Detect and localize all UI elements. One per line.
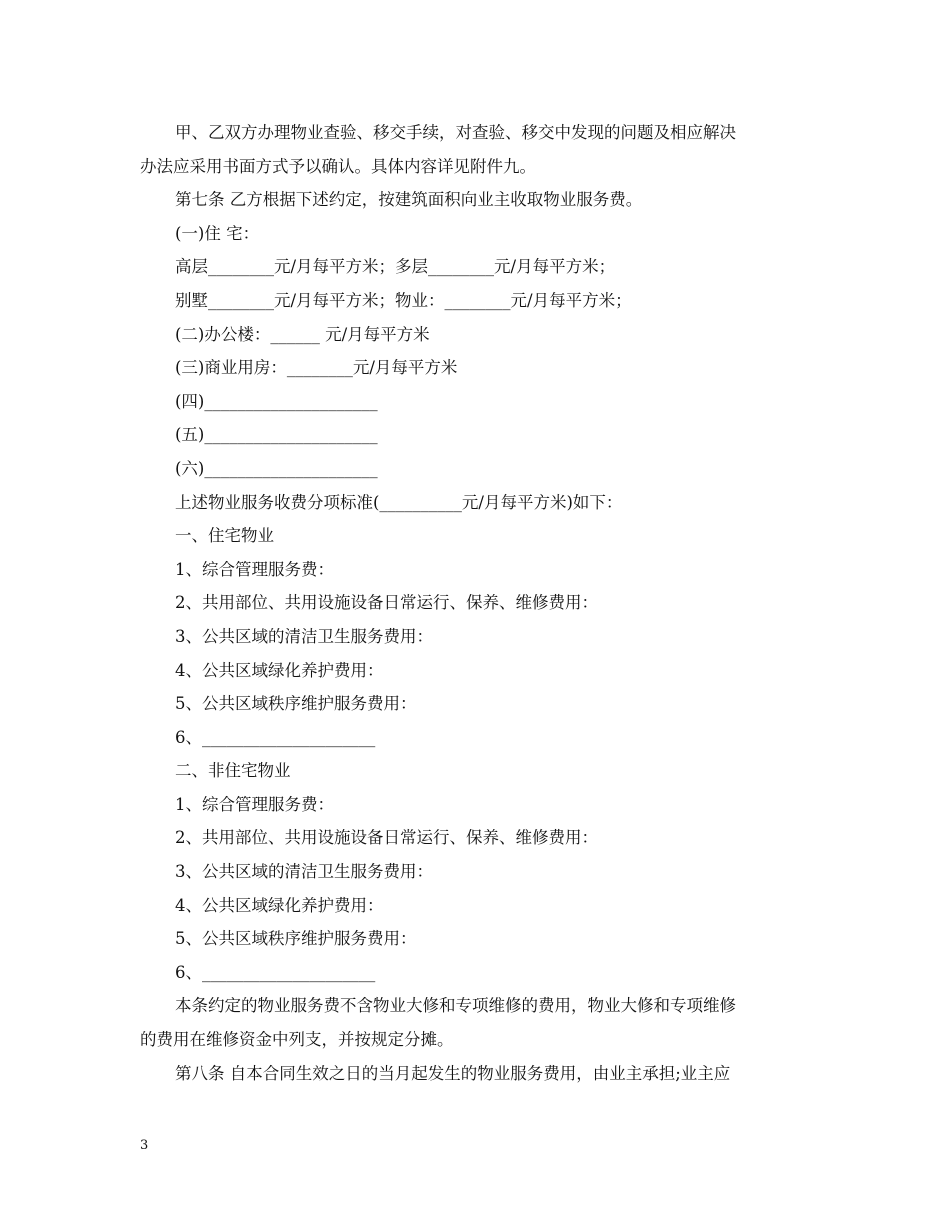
- text-line: 2、共用部位、共用设施设备日常运行、保养、维修费用：: [175, 593, 598, 613]
- text-line: (六)_____________________: [175, 458, 378, 478]
- text-line: (三)商业用房：________元/月每平方米: [175, 358, 458, 378]
- text-line: 第七条 乙方根据下述约定，按建筑面积向业主收取物业服务费。: [175, 190, 643, 210]
- text-line: 的费用在维修资金中列支，并按规定分摊。: [140, 1030, 454, 1050]
- text-line: 一、住宅物业: [175, 526, 274, 546]
- text-line: (四)_____________________: [175, 391, 378, 411]
- text-line: 1、综合管理服务费：: [175, 559, 334, 579]
- text-line: 5、公共区域秩序维护服务费用：: [175, 929, 417, 949]
- text-line: 3、公共区域的清洁卫生服务费用：: [175, 626, 433, 646]
- text-line: 上述物业服务收费分项标准(__________元/月每平方米)如下：: [175, 492, 623, 512]
- text-line: 2、共用部位、共用设施设备日常运行、保养、维修费用：: [175, 828, 598, 848]
- text-line: 高层________元/月每平方米；多层________元/月每平方米；: [175, 257, 616, 277]
- text-line: (一)住 宅：: [175, 223, 260, 243]
- text-line: 别墅________元/月每平方米；物业：________元/月每平方米；: [175, 290, 632, 310]
- text-line: 二、非住宅物业: [175, 761, 291, 781]
- text-line: 4、公共区域绿化养护费用：: [175, 660, 384, 680]
- text-line: 6、_____________________: [175, 962, 376, 982]
- text-line: 本条约定的物业服务费不含物业大修和专项维修的费用，物业大修和专项维修: [175, 996, 736, 1016]
- page-number: 3: [140, 1138, 149, 1153]
- text-line: 5、公共区域秩序维护服务费用：: [175, 694, 417, 714]
- text-line: (二)办公楼：______ 元/月每平方米: [175, 324, 430, 344]
- text-line: 1、综合管理服务费：: [175, 794, 334, 814]
- text-line: 3、公共区域的清洁卫生服务费用：: [175, 862, 433, 882]
- text-line: 第八条 自本合同生效之日的当月起发生的物业服务费用，由业主承担;业主应: [175, 1063, 731, 1083]
- document-body: [140, 116, 812, 1090]
- text-line: 甲、乙双方办理物业查验、移交手续，对查验、移交中发现的问题及相应解决: [175, 123, 736, 142]
- text-line: 4、公共区域绿化养护费用：: [175, 895, 384, 915]
- text-line: (五)_____________________: [175, 425, 378, 445]
- text-line: 办法应采用书面方式予以确认。具体内容详见附件九。: [140, 156, 536, 176]
- text-line: 6、_____________________: [175, 727, 376, 747]
